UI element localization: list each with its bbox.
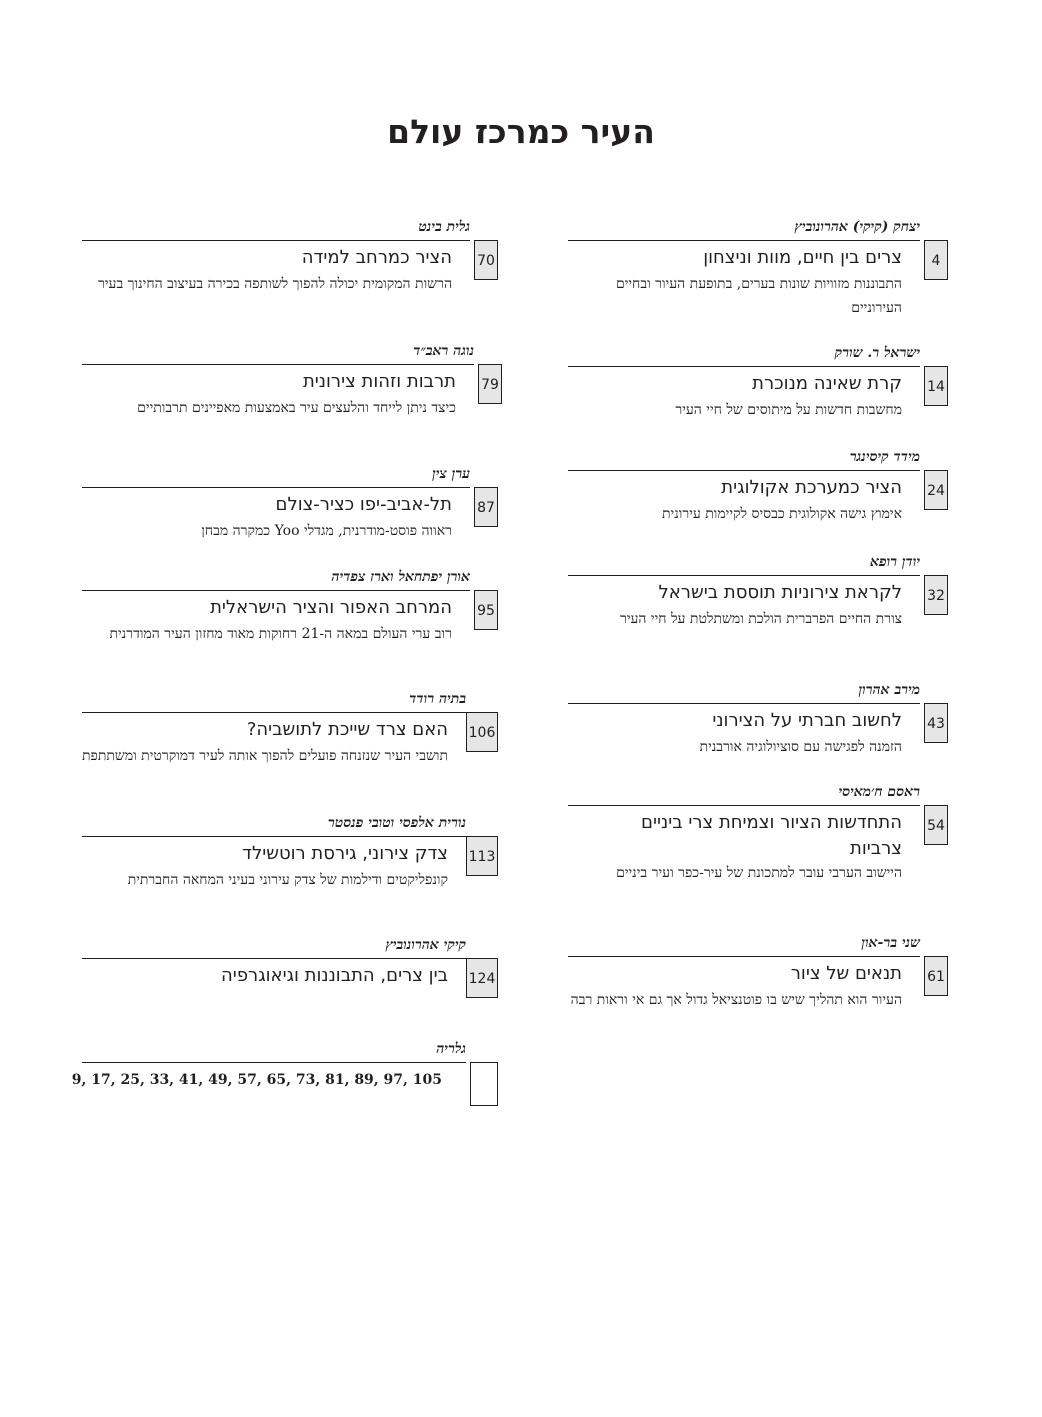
entry-title: צרים בין חיים, מוות וניצחון [703, 247, 902, 268]
page-number-box: 32 [924, 575, 948, 615]
entry-author: קיקי אהרונוביץ [385, 937, 466, 953]
divider [82, 836, 466, 837]
toc-entry[interactable] [568, 448, 948, 528]
entry-title: התחדשות הציור וצמיחת צרי ביניים צרביות [641, 812, 902, 859]
divider [568, 240, 920, 241]
divider [568, 470, 920, 471]
entry-author: בתיה רודד [409, 691, 466, 707]
gallery-label: גלריה [436, 1041, 466, 1057]
entry-author: שני בר-און [861, 935, 920, 951]
toc-entry[interactable] [568, 344, 948, 424]
divider [82, 487, 470, 488]
entry-title: האם צרד שייכת לתושביה? [246, 719, 448, 740]
page-number-box: 79 [478, 364, 502, 404]
entry-description: התבוננות מזוויות שונות בערים, בתופעת העיור ובחיים העירוניים [615, 276, 902, 316]
page-number-box: 24 [924, 470, 948, 510]
toc-entry[interactable] [82, 465, 498, 545]
entry-title: בין צרים, התבוננות וגיאוגרפיה [221, 965, 448, 986]
entry-author: מירב אהרון [858, 682, 920, 698]
toc-entry[interactable] [568, 553, 948, 653]
entry-description: קונפליקטים ודילמות של צדק עירוני בעיני המחאה החברתית [127, 872, 448, 888]
divider [82, 590, 470, 591]
toc-entry[interactable] [82, 814, 498, 914]
entry-title: צדק צירוני, גירסת רוטשילד [242, 843, 448, 864]
entry-author: ישראל ר. שורק [834, 345, 920, 361]
divider [82, 240, 470, 241]
page-title: העיר כמרכז עולם [387, 112, 655, 151]
divider [82, 712, 466, 713]
toc-entry[interactable] [82, 342, 502, 442]
toc-entry[interactable] [568, 218, 948, 318]
toc-entry[interactable] [568, 681, 948, 761]
entry-description: אימוץ גישה אקולוגית כבסיס לקיימות עירונית [662, 506, 902, 522]
entry-title: הציר כמרחב למידה [301, 247, 452, 268]
page-number-box: 14 [924, 366, 948, 406]
entry-description: תושבי העיר שנזנחה פועלים להפוך אותה לעיר דמוקרטית ומשתתפת [81, 748, 448, 764]
entry-title: לחשוב חברתי על הצירוני [712, 710, 902, 731]
entry-author: גלית בינט [418, 219, 470, 235]
toc-entry[interactable] [82, 568, 498, 668]
entry-author: נוגה ראב״ד [413, 343, 474, 359]
divider [568, 703, 920, 704]
page-number-box: 124 [466, 958, 498, 998]
divider [82, 1062, 466, 1063]
page-number-box: 87 [474, 487, 498, 527]
entry-title: תנאים של ציור [790, 963, 902, 984]
entry-description: העיור הוא תהליך שיש בו פוטנציאל גדול אך גם אי וראות רבה [570, 992, 902, 1008]
toc-entry[interactable] [568, 783, 948, 913]
gallery-box [470, 1062, 498, 1106]
page-number-box: 113 [466, 836, 498, 876]
entry-description: היישוב הערבי עובר למתכונת של עיר-כפר ועיר ביניים [616, 865, 902, 881]
toc-entry[interactable] [568, 934, 948, 1044]
page-number-box: 61 [924, 956, 948, 996]
page-number-box: 70 [474, 240, 498, 280]
entry-author: יצחק (קיקי) אהרונוביץ [794, 219, 920, 235]
entry-description: כיצד ניתן לייחד והלעצים עיר באמצעות מאפיינים תרבותיים [137, 400, 456, 416]
divider [82, 958, 466, 959]
entry-title: תל-אביב-יפו כציר-צולם [275, 494, 452, 515]
entry-description: רוב ערי העולם במאה ה-21 רחוקות מאוד מחזון העיר המודרנית [109, 626, 452, 642]
page-number-box: 106 [466, 712, 498, 752]
toc-entry[interactable] [82, 218, 498, 318]
entry-description: ראווה פוסט-מודרנית, מגדלי Yoo כמקרה מבחן [201, 523, 452, 539]
entry-description: הזמנה לפגישה עם סוציולוגיה אורבנית [699, 739, 902, 755]
entry-title: לקראת צירוניות תוססת בישראל [658, 582, 902, 603]
entry-title: קרת שאינה מנוכרת [752, 373, 902, 394]
entry-author: מידד קיסינגר [849, 449, 920, 465]
entry-author: ערן צין [432, 466, 470, 482]
page-number-box: 54 [924, 805, 948, 845]
divider [568, 575, 920, 576]
toc-entry[interactable] [82, 936, 498, 1006]
entry-author: נורית אלפסי וטובי פנסטר [327, 815, 466, 831]
entry-description: צורת החיים הפרברית הולכת ומשתלטת על חיי העיר [619, 611, 902, 627]
entry-author: יודן רופא [869, 554, 920, 570]
entry-author: אורן יפתחאל וארז צפדיה [331, 569, 470, 585]
page-number-box: 95 [474, 590, 498, 630]
entry-title: המרחב האפור והציר הישראלית [210, 597, 452, 618]
page-number-box: 43 [924, 703, 948, 743]
entry-description: מחשבות חדשות על מיתוסים של חיי העיר [675, 402, 902, 418]
divider [568, 805, 920, 806]
entry-title: הציר כמערכת אקולוגית [721, 477, 902, 498]
gallery-page-list: 9, 17, 25, 33, 41, 49, 57, 65, 73, 81, 89, 97, 105 [71, 1072, 442, 1088]
page-number-box: 4 [924, 240, 948, 280]
toc-entry[interactable] [82, 690, 498, 790]
entry-description: הרשות המקומית יכולה להפוך לשותפה בכירה בעיצוב החינוך בעיר [98, 276, 452, 292]
divider [568, 956, 920, 957]
entry-author: ראסם ח׳מאיסי [838, 784, 920, 800]
entry-title: תרבות וזהות צירונית [302, 371, 456, 392]
divider [82, 364, 474, 365]
divider [568, 366, 920, 367]
